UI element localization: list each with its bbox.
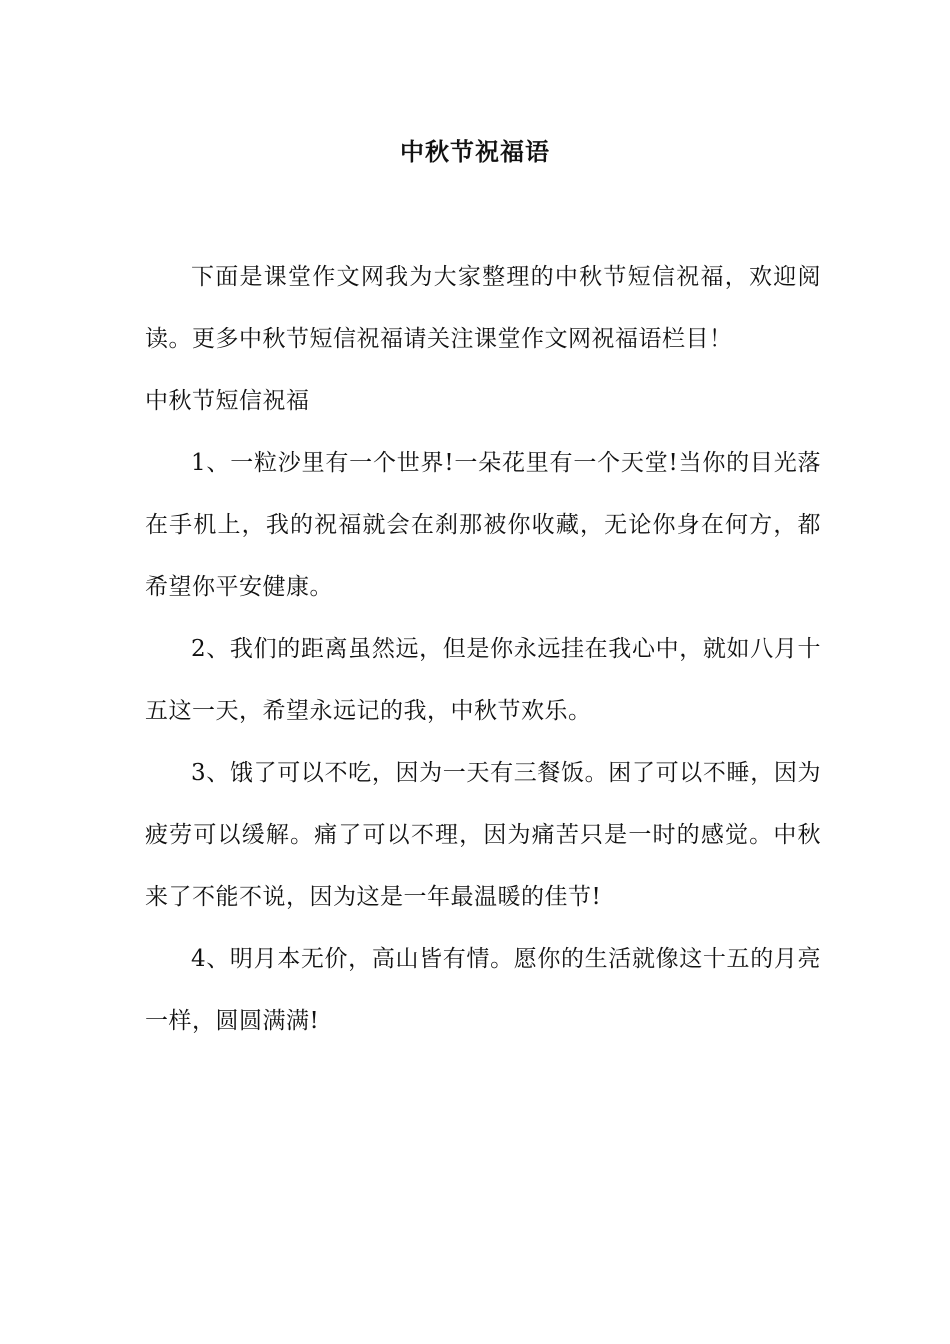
blessing-paragraph-1: 1、一粒沙里有一个世界!一朵花里有一个天堂!当你的目光落在手机上，我的祝福就会在刹那被你收藏，无论你身在何方，都希望你平安健康。 [145, 450, 821, 600]
document-body [145, 246, 821, 1052]
intro-paragraph: 下面是课堂作文网我为大家整理的中秋节短信祝福，欢迎阅读。更多中秋节短信祝福请关注课堂作文网祝福语栏目！ [145, 264, 821, 352]
blessing-paragraph-3: 3、饿了可以不吃，因为一天有三餐饭。困了可以不睡，因为疲劳可以缓解。痛了可以不理，因为痛苦只是一时的感觉。中秋来了不能不说，因为这是一年最温暖的佳节! [145, 760, 821, 910]
page-title: 中秋节祝福语 [400, 137, 550, 166]
section-heading: 中秋节短信祝福 [145, 388, 310, 414]
blessing-paragraph-4: 4、明月本无价，高山皆有情。愿你的生活就像这十五的月亮一样，圆圆满满! [145, 946, 821, 1034]
blessing-paragraph-2: 2、我们的距离虽然远，但是你永远挂在我心中，就如八月十五这一天，希望永远记的我，中秋节欢乐。 [145, 636, 821, 724]
